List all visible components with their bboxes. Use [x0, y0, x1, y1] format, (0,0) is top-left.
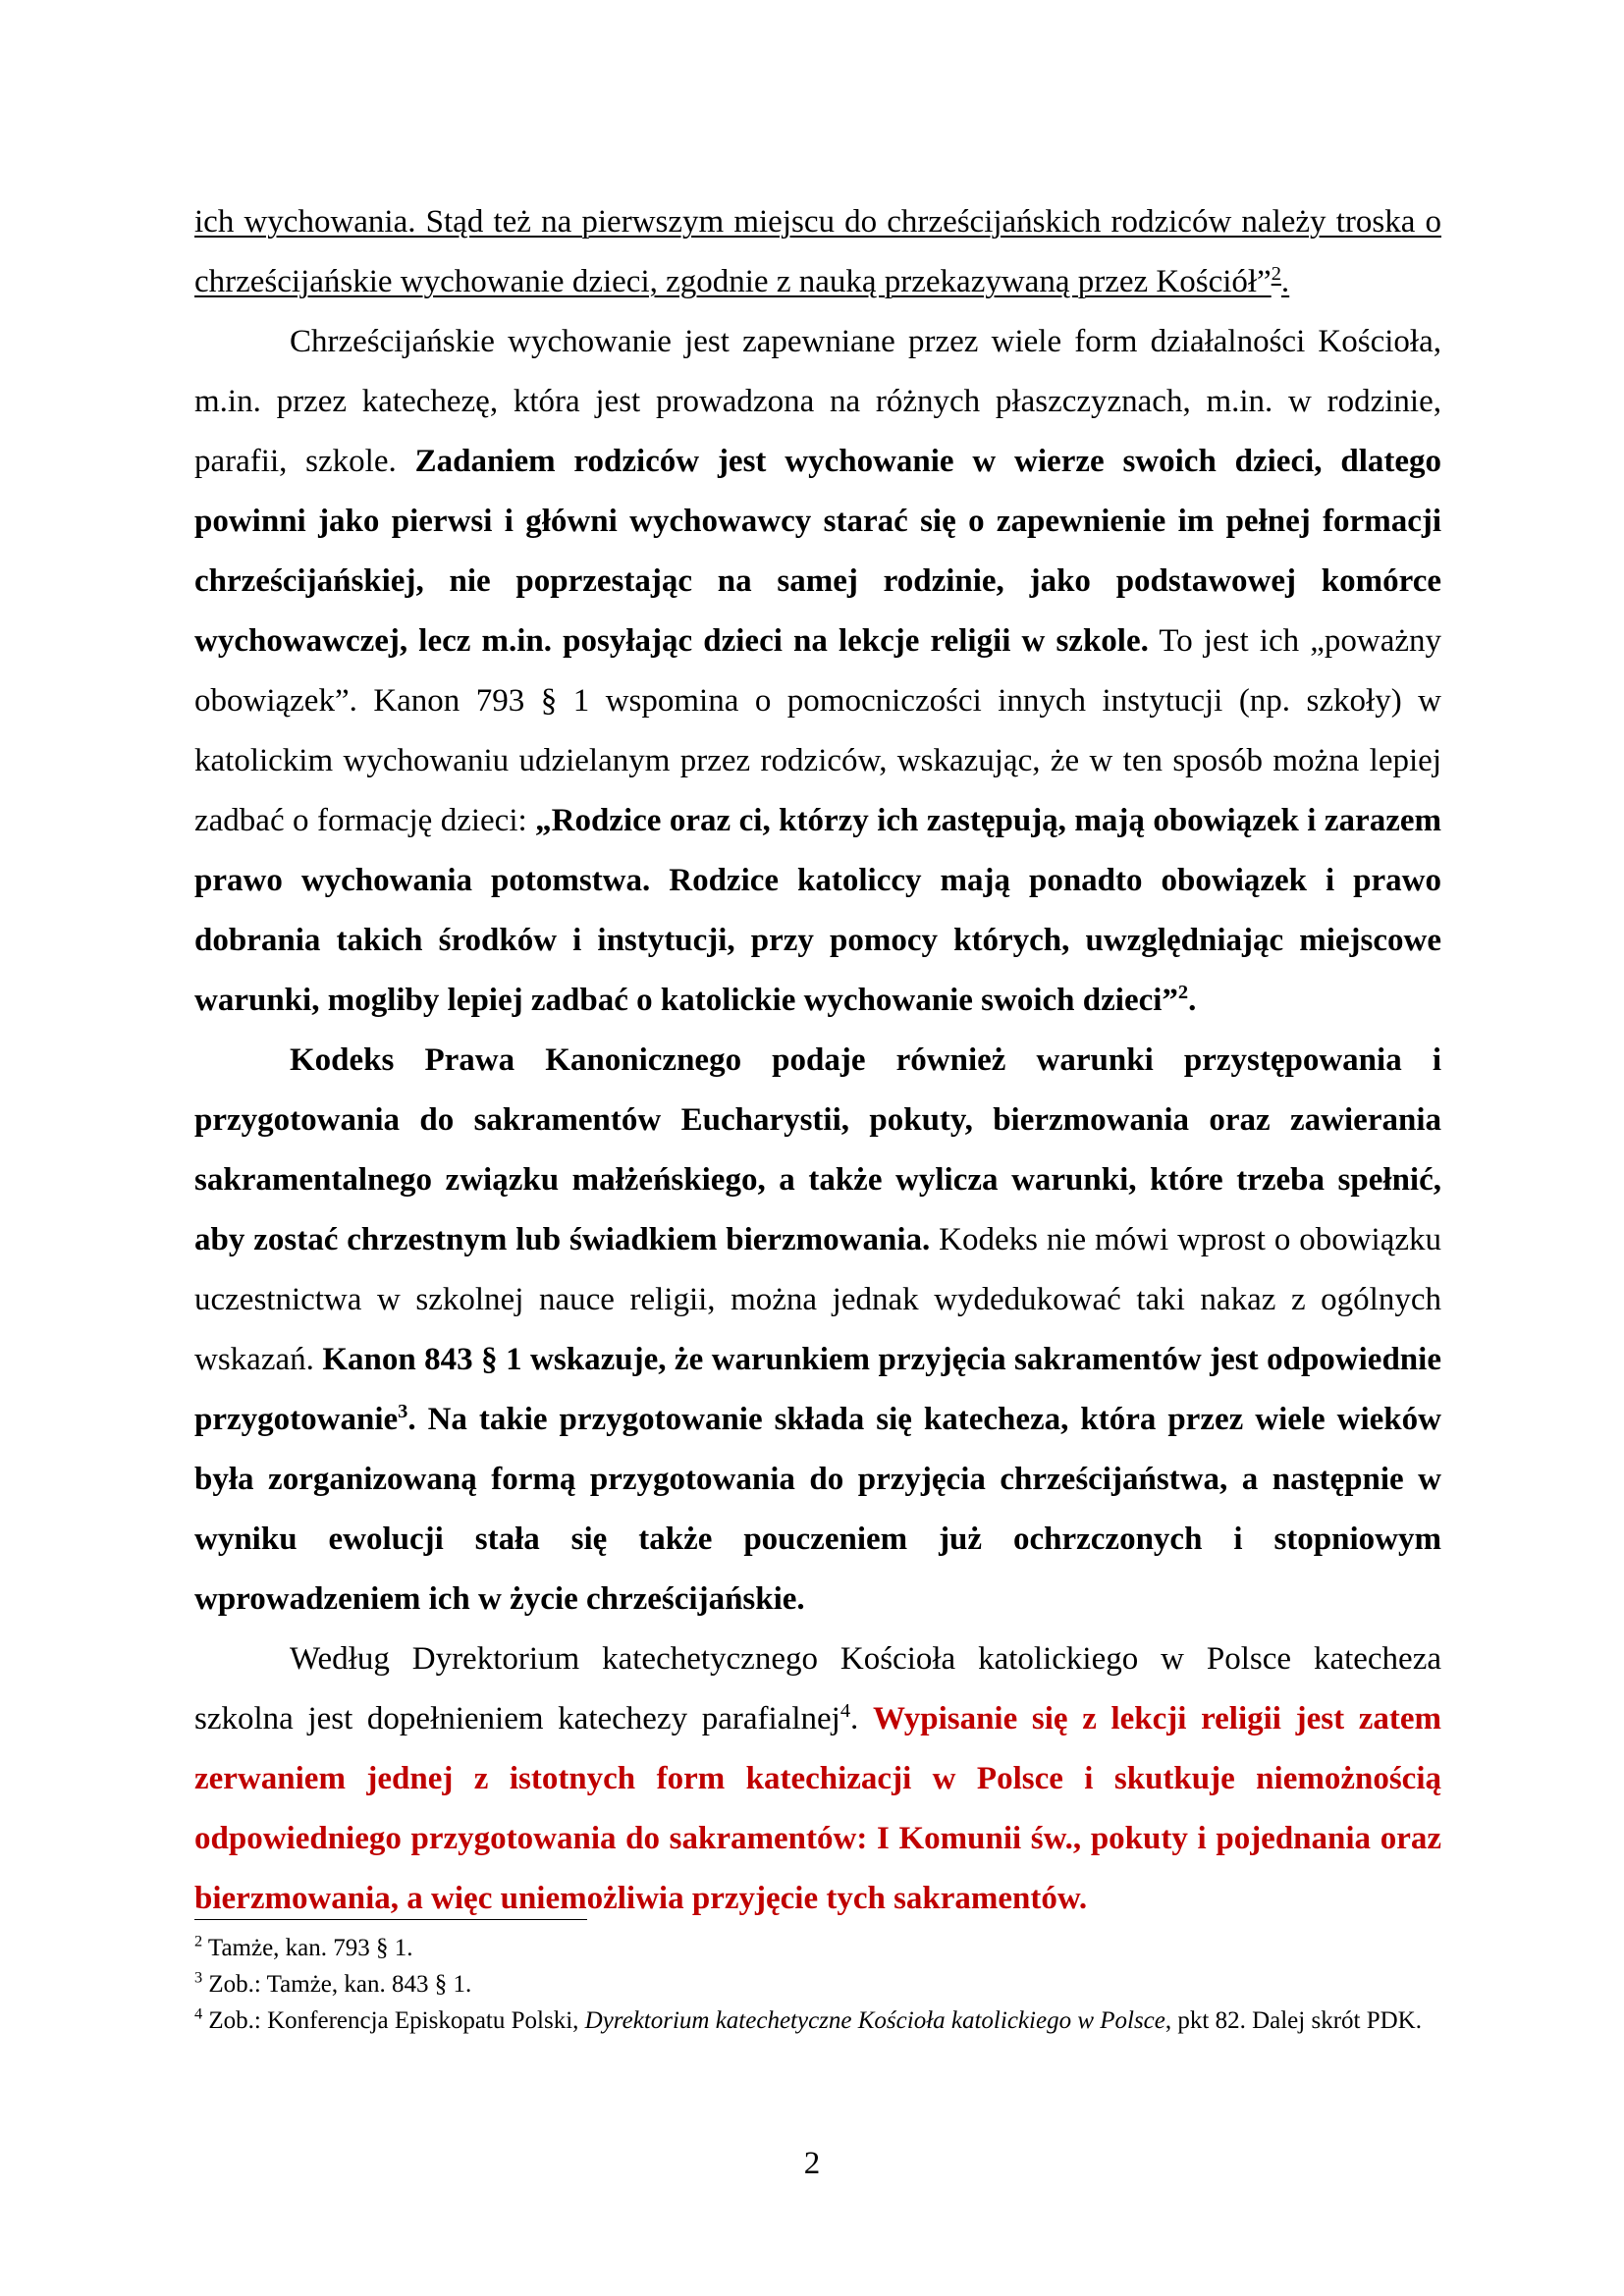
paragraph-3-segment: Kodeks nie mówi wprost o obowiązku uczestnictwa w szkolnej nauce religii, można jednak wydedukować taki nakaz z ogólnych wskazań. [194, 1222, 1441, 1377]
footnote-text: Zob.: Konferencja Episkopatu Polski, [202, 2007, 585, 2034]
footnote-4 [194, 2004, 1441, 2037]
paragraph-1-segment: . [1280, 264, 1290, 299]
footnote-ref-4[interactable]: 4 [839, 1700, 851, 1722]
footnote-ref-3[interactable]: 3 [398, 1401, 408, 1422]
canon-793-quote: „Rodzice oraz ci, którzy ich zastępują, mają obowiązek i zarazem prawo wychowania potomstwa. Rodzice katoliccy mają ponadto obowiązek i prawo dobrania takich środków i instytucji, przy pomocy których, uwzględniając miejscowe warunki, mogliby lepiej zadbać o katolickie wychowanie swoich dzieci” [194, 803, 1441, 1018]
footnote-ref-2[interactable]: 2 [1271, 263, 1281, 285]
paragraph-3-bold-segment: Kanon 843 § 1 wskazuje, że warunkiem przyjęcia sakramentów jest odpowiednie przygotowanie [194, 1342, 1441, 1437]
paragraph-3 [194, 1031, 1441, 1629]
footnote-italic-title: Dyrektorium katechetyczne Kościoła katolickiego w Polsce [584, 2007, 1165, 2034]
page-number: 2 [803, 2146, 821, 2181]
paragraph-2-bold-segment: Zadaniem rodziców jest wychowanie w wierze swoich dzieci, dlatego powinni jako pierwsi i główni wychowawcy starać się o zapewnienie im pełnej formacji chrześcijańskiej, nie poprzestając na samej rodzinie, jako podstawowej komórce wychowawczej, lecz m.in. posyłając dzieci na lekcje religii w szkole. [194, 444, 1441, 659]
paragraph-2 [194, 312, 1441, 1031]
footnote-text: , pkt 82. Dalej skrót PDK. [1164, 2007, 1422, 2034]
paragraph-1 [194, 192, 1441, 312]
paragraph-4-segment: . [850, 1701, 873, 1736]
paragraph-3-bold-segment: Kodeks Prawa Kanonicznego podaje również warunki przystępowania i przygotowania do sakramentów Eucharystii, pokuty, bierzmowania oraz zawierania sakramentalnego związku małżeńskiego, a także wylicza warunki, które trzeba spełnić, aby zostać chrzestnym lub świadkiem bierzmowania. [194, 1042, 1441, 1257]
paragraph-2-bold-segment: . [1188, 983, 1197, 1018]
footnote-mark: 2 [194, 1932, 203, 1950]
paragraph-4 [194, 1629, 1441, 1929]
paragraph-4-red-emphasis: Wypisanie się z lekcji religii jest zatem zerwaniem jednej z istotnych form katechizacji w Polsce i skutkuje niemożnością odpowiedniego przygotowania do sakramentów: I Komunii św., pokuty i pojednania oraz bierzmowania, a więc uniemożliwia przyjęcie tych sakramentów. [194, 1701, 1442, 1916]
footnotes [194, 1932, 1441, 2041]
footnote-text: Tamże, kan. 793 § 1. [202, 1935, 413, 1961]
footnote-3 [194, 1968, 1441, 2001]
paragraph-2-segment: To jest ich „poważny obowiązek”. Kanon 793 § 1 wspomina o pomocniczości innych instytucji (np. szkoły) w katolickim wychowaniu udzielanym przez rodziców, wskazując, że w ten sposób można lepiej zadbać o formację dzieci: [194, 623, 1442, 838]
footnote-mark: 4 [194, 2004, 203, 2023]
footnote-mark: 3 [194, 1968, 203, 1987]
paragraph-4-segment: Według Dyrektorium katechetycznego Kościoła katolickiego w Polsce katecheza szkolna jest dopełnieniem katechezy parafialnej [194, 1641, 1441, 1736]
footnote-text: Zob.: Tamże, kan. 843 § 1. [202, 1971, 472, 1998]
footnote-2 [194, 1932, 1441, 1964]
body-text [194, 192, 1441, 1929]
paragraph-2-segment: Chrześcijańskie wychowanie jest zapewniane przez wiele form działalności Kościoła, m.in. przez katechezę, która jest prowadzona na różnych płaszczyznach, m.in. w rodzinie, parafii, szkole. [194, 324, 1441, 479]
footnote-ref-2[interactable]: 2 [1177, 982, 1189, 1003]
paragraph-1-segment: ich wychowania. Stąd też na pierwszym miejscu do chrześcijańskich rodziców należy troska o chrześcijańskie wychowanie dzieci, zgodnie z nauką przekazywaną przez Kościół” [194, 204, 1441, 299]
footnote-separator [194, 1919, 587, 1920]
paragraph-3-bold-segment: . Na takie przygotowanie składa się katecheza, która przez wiele wieków była zorganizowaną formą przygotowania do przyjęcia chrześcijaństwa, a następnie w wyniku ewolucji stała się także pouczeniem już ochrzczonych i stopniowym wprowadzeniem ich w życie chrześcijańskie. [194, 1402, 1441, 1617]
